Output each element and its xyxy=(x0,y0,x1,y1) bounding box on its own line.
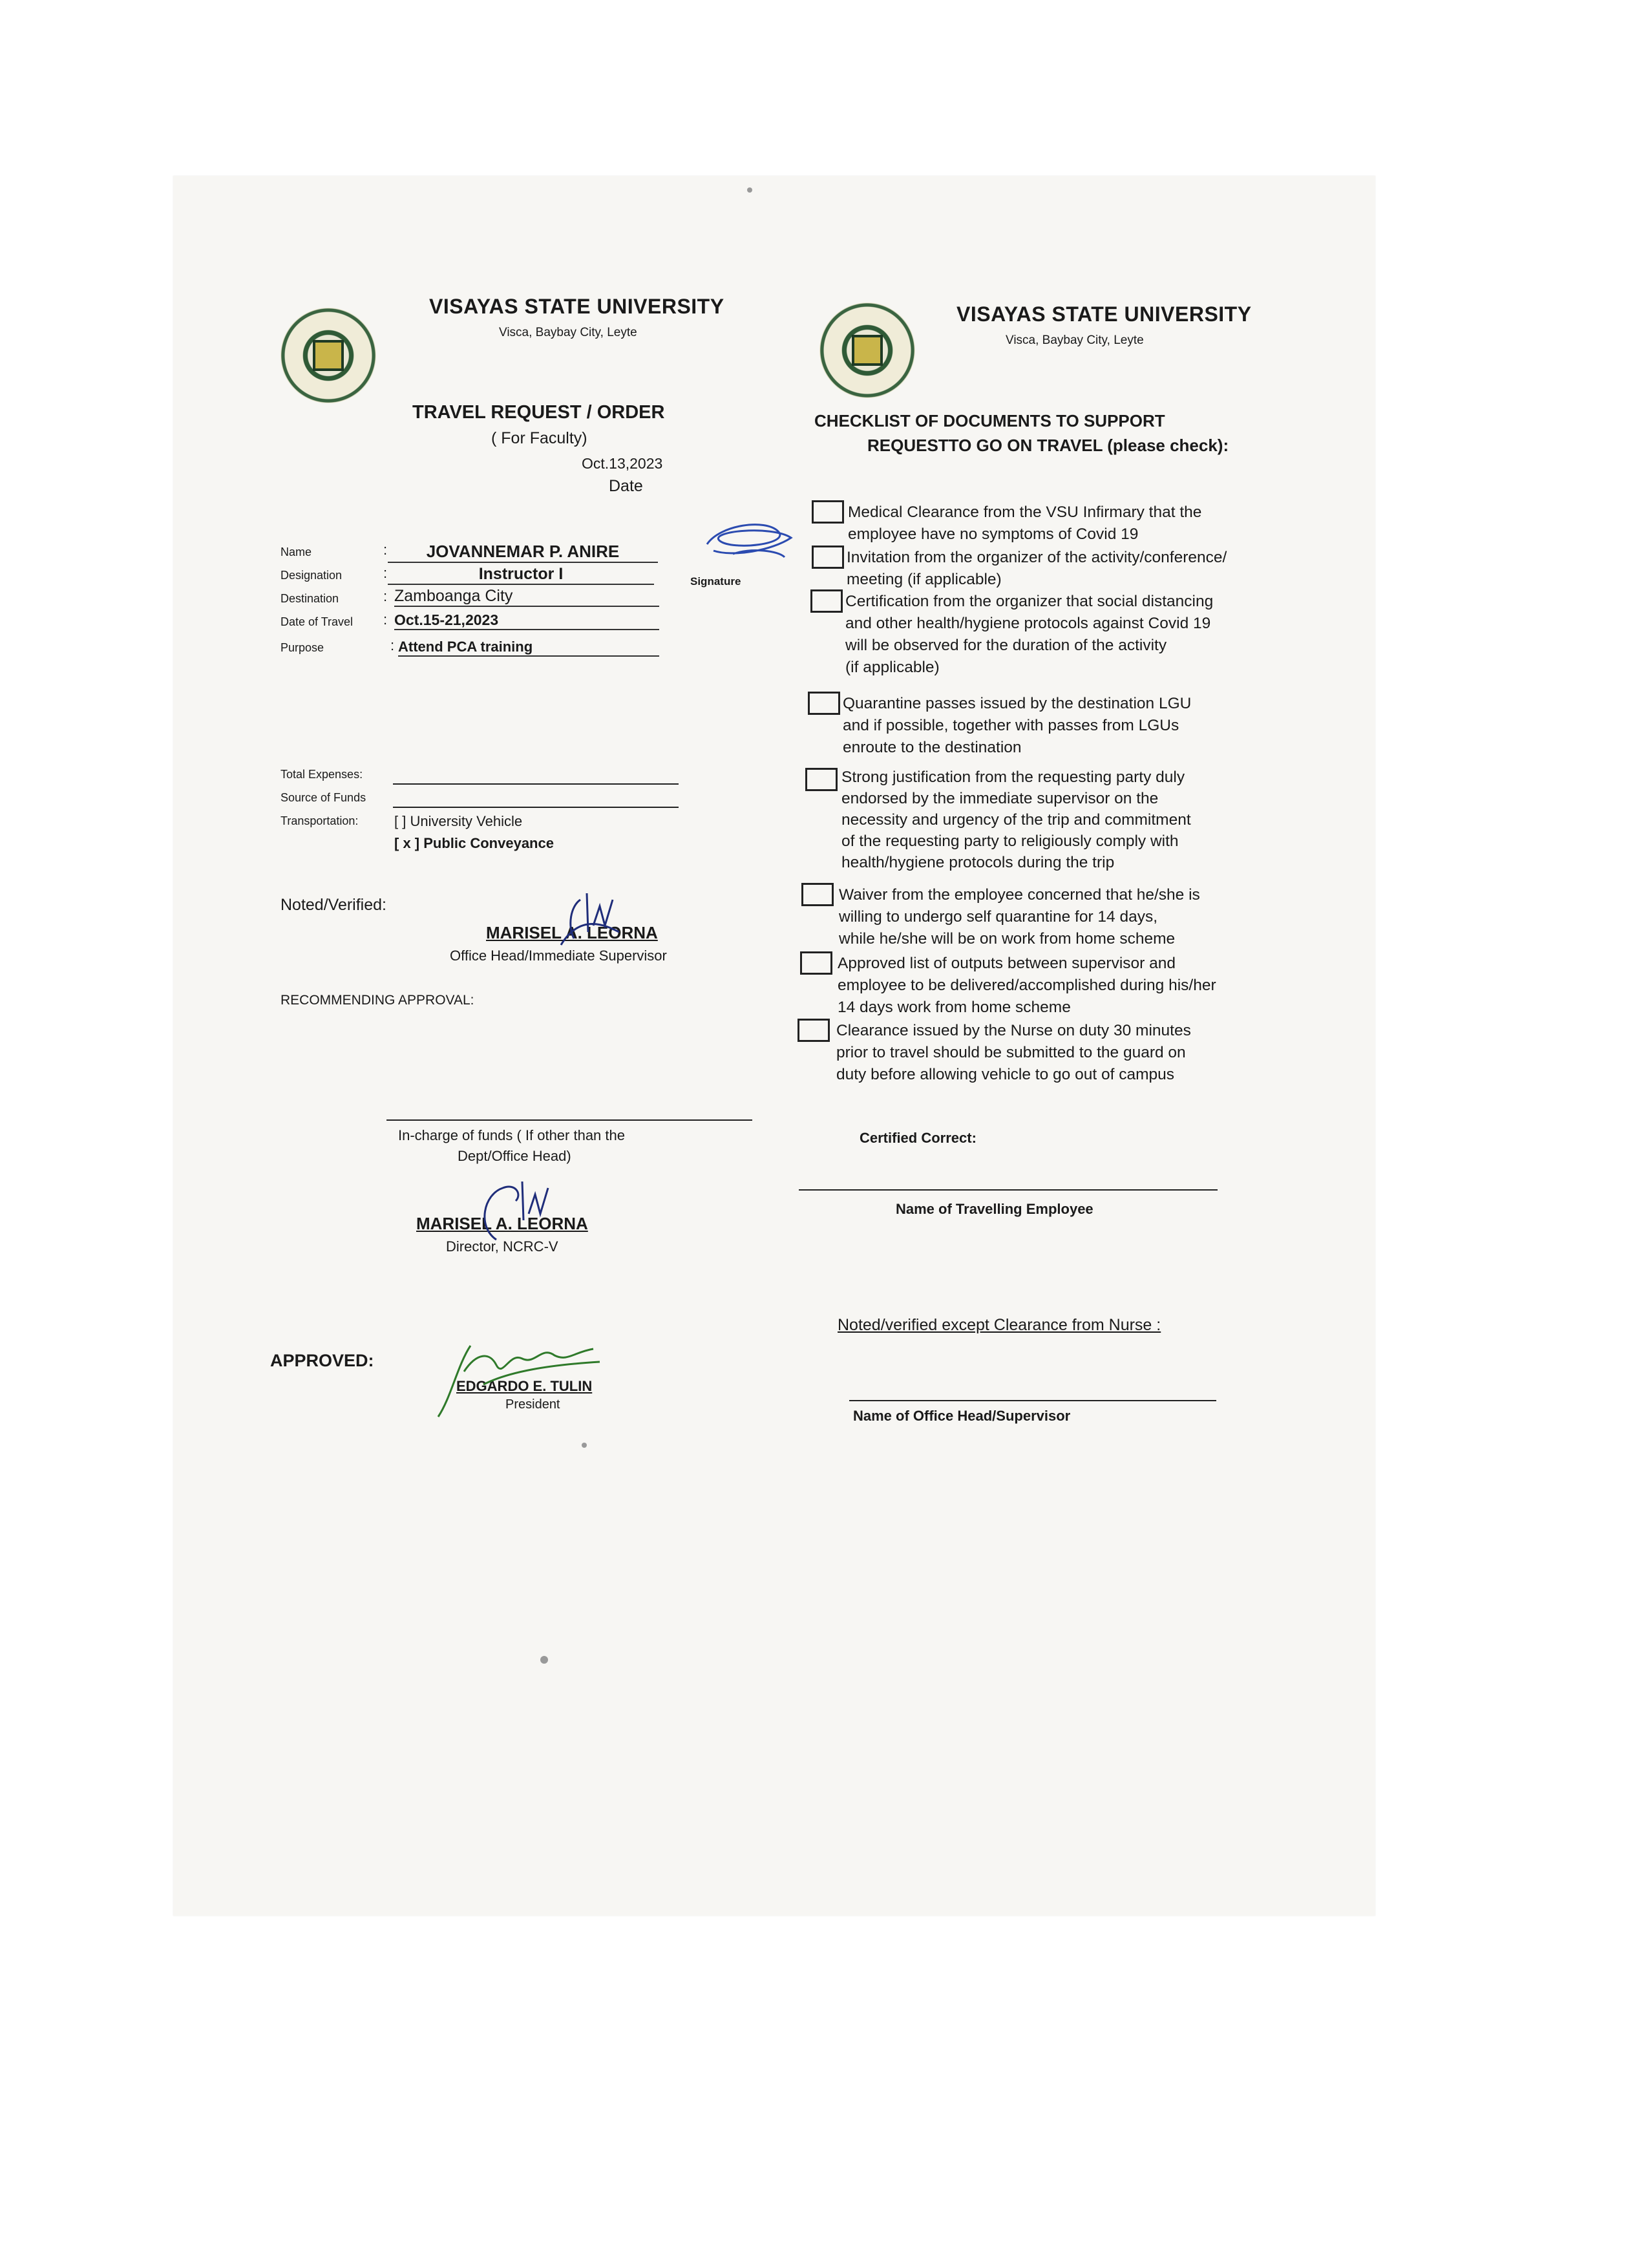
checklist-checkbox-2[interactable] xyxy=(812,546,844,569)
president-name: EDGARDO E. TULIN xyxy=(456,1378,593,1394)
noted-signatory-title: Office Head/Immediate Supervisor xyxy=(450,948,667,964)
total-expenses-line xyxy=(393,783,679,785)
scan-speck xyxy=(540,1656,548,1664)
purpose-colon: : xyxy=(390,637,395,653)
approved-label: APPROVED: xyxy=(270,1351,374,1370)
checklist-item-5: Strong justification from the requesting party duly endorsed by the immediate supervisor on the necessity and urgency of the trip and commitment of the requesting party to religiously comply with health/hygiene protocols during the trip xyxy=(841,768,1191,871)
president-title: President xyxy=(505,1397,560,1412)
designation-field: Instructor I xyxy=(388,565,654,585)
checklist-item-6: Waiver from the employee concerned that he/she is willing to undergo self quarantine for 14 days, while he/she will be on work from home scheme xyxy=(839,886,1200,948)
checklist-checkbox-1[interactable] xyxy=(812,500,844,524)
incharge-signature-line xyxy=(386,1119,752,1121)
noted-verified-label: Noted/Verified: xyxy=(280,896,386,914)
destination-label: Destination xyxy=(280,592,339,605)
university-name-right: VISAYAS STATE UNIVERSITY xyxy=(956,302,1252,326)
document-page xyxy=(173,176,1375,1916)
checklist-title-line1: CHECKLIST OF DOCUMENTS TO SUPPORT xyxy=(814,411,1165,430)
checklist-item-7: Approved list of outputs between supervisor and employee to be delivered/accomplished during his/her 14 days work from home scheme xyxy=(838,955,1216,1016)
signature-label: Signature xyxy=(690,575,741,588)
checklist-title-line2: REQUESTTO GO ON TRAVEL (please check): xyxy=(867,436,1229,455)
noted-signatory-name: MARISEL A. LEORNA xyxy=(486,923,658,942)
travelling-employee-label: Name of Travelling Employee xyxy=(896,1201,1093,1217)
university-seal-right xyxy=(819,302,915,398)
checklist-item-1: Medical Clearance from the VSU Infirmary that the employee have no symptoms of Covid 19 xyxy=(848,503,1202,543)
designation-colon: : xyxy=(383,565,388,581)
form-title: TRAVEL REQUEST / ORDER xyxy=(412,402,665,423)
checklist-checkbox-7[interactable] xyxy=(800,951,832,975)
certified-correct-label: Certified Correct: xyxy=(860,1130,977,1146)
checklist-checkbox-6[interactable] xyxy=(801,883,834,906)
university-address-right: Visca, Baybay City, Leyte xyxy=(1006,334,1144,347)
noted-except-nurse-label: Noted/verified except Clearance from Nurse : xyxy=(838,1316,1161,1334)
incharge-label-line1: In-charge of funds ( If other than the xyxy=(398,1127,625,1143)
noted-signature xyxy=(555,887,632,958)
request-date-value: Oct.13,2023 xyxy=(582,455,663,472)
name-label: Name xyxy=(280,546,312,558)
travelling-employee-signature-line xyxy=(799,1189,1218,1191)
date-of-travel-field: Oct.15-21,2023 xyxy=(394,611,659,630)
total-expenses-label: Total Expenses: xyxy=(280,768,363,781)
destination-colon: : xyxy=(383,588,388,604)
checklist-item-4: Quarantine passes issued by the destination LGU and if possible, together with passes from LGUs enroute to the destination xyxy=(843,695,1192,756)
office-head-label: Name of Office Head/Supervisor xyxy=(853,1408,1071,1424)
checklist-checkbox-3[interactable] xyxy=(810,589,843,613)
university-seal-left xyxy=(280,308,376,403)
name-field: JOVANNEMAR P. ANIRE xyxy=(388,542,658,563)
checklist-checkbox-4[interactable] xyxy=(808,692,840,715)
transportation-label: Transportation: xyxy=(280,814,359,827)
date-of-travel-colon: : xyxy=(383,611,388,628)
source-of-funds-line xyxy=(393,807,679,808)
director-title: Director, NCRC-V xyxy=(446,1238,558,1255)
office-head-signature-line xyxy=(849,1400,1216,1401)
source-of-funds-label: Source of Funds xyxy=(280,791,366,804)
destination-field: Zamboanga City xyxy=(394,587,659,607)
date-of-travel-label: Date of Travel xyxy=(280,615,354,628)
scan-speck xyxy=(582,1443,587,1448)
incharge-label-line2: Dept/Office Head) xyxy=(458,1148,571,1164)
university-address-left: Visca, Baybay City, Leyte xyxy=(499,326,637,339)
transport-option-public-conveyance: [ x ] Public Conveyance xyxy=(394,835,554,851)
checklist-item-2: Invitation from the organizer of the activity/conference/ meeting (if applicable) xyxy=(847,549,1227,588)
name-colon: : xyxy=(383,542,388,558)
university-name-left: VISAYAS STATE UNIVERSITY xyxy=(429,295,724,318)
purpose-field: Attend PCA training xyxy=(398,639,659,657)
scan-speck xyxy=(747,187,752,193)
checklist-item-3: Certification from the organizer that social distancing and other health/hygiene protocols against Covid 19 will be observed for the duration of the activity (if applicable) xyxy=(845,593,1214,676)
form-subtitle: ( For Faculty) xyxy=(491,429,587,447)
checklist-checkbox-5[interactable] xyxy=(805,768,838,791)
transport-option-university-vehicle: [ ] University Vehicle xyxy=(394,813,523,829)
recommending-approval-label: RECOMMENDING APPROVAL: xyxy=(280,993,474,1008)
director-signature xyxy=(470,1175,561,1246)
request-date-label: Date xyxy=(609,477,643,495)
president-signature xyxy=(432,1326,613,1423)
purpose-label: Purpose xyxy=(280,641,324,654)
director-name: MARISEL A. LEORNA xyxy=(416,1214,588,1233)
designation-label: Designation xyxy=(280,569,343,582)
employee-signature xyxy=(694,512,798,570)
checklist-item-8: Clearance issued by the Nurse on duty 30 minutes prior to travel should be submitted to the guard on duty before allowing vehicle to go out of campus xyxy=(836,1022,1191,1083)
checklist-checkbox-8[interactable] xyxy=(798,1019,830,1042)
